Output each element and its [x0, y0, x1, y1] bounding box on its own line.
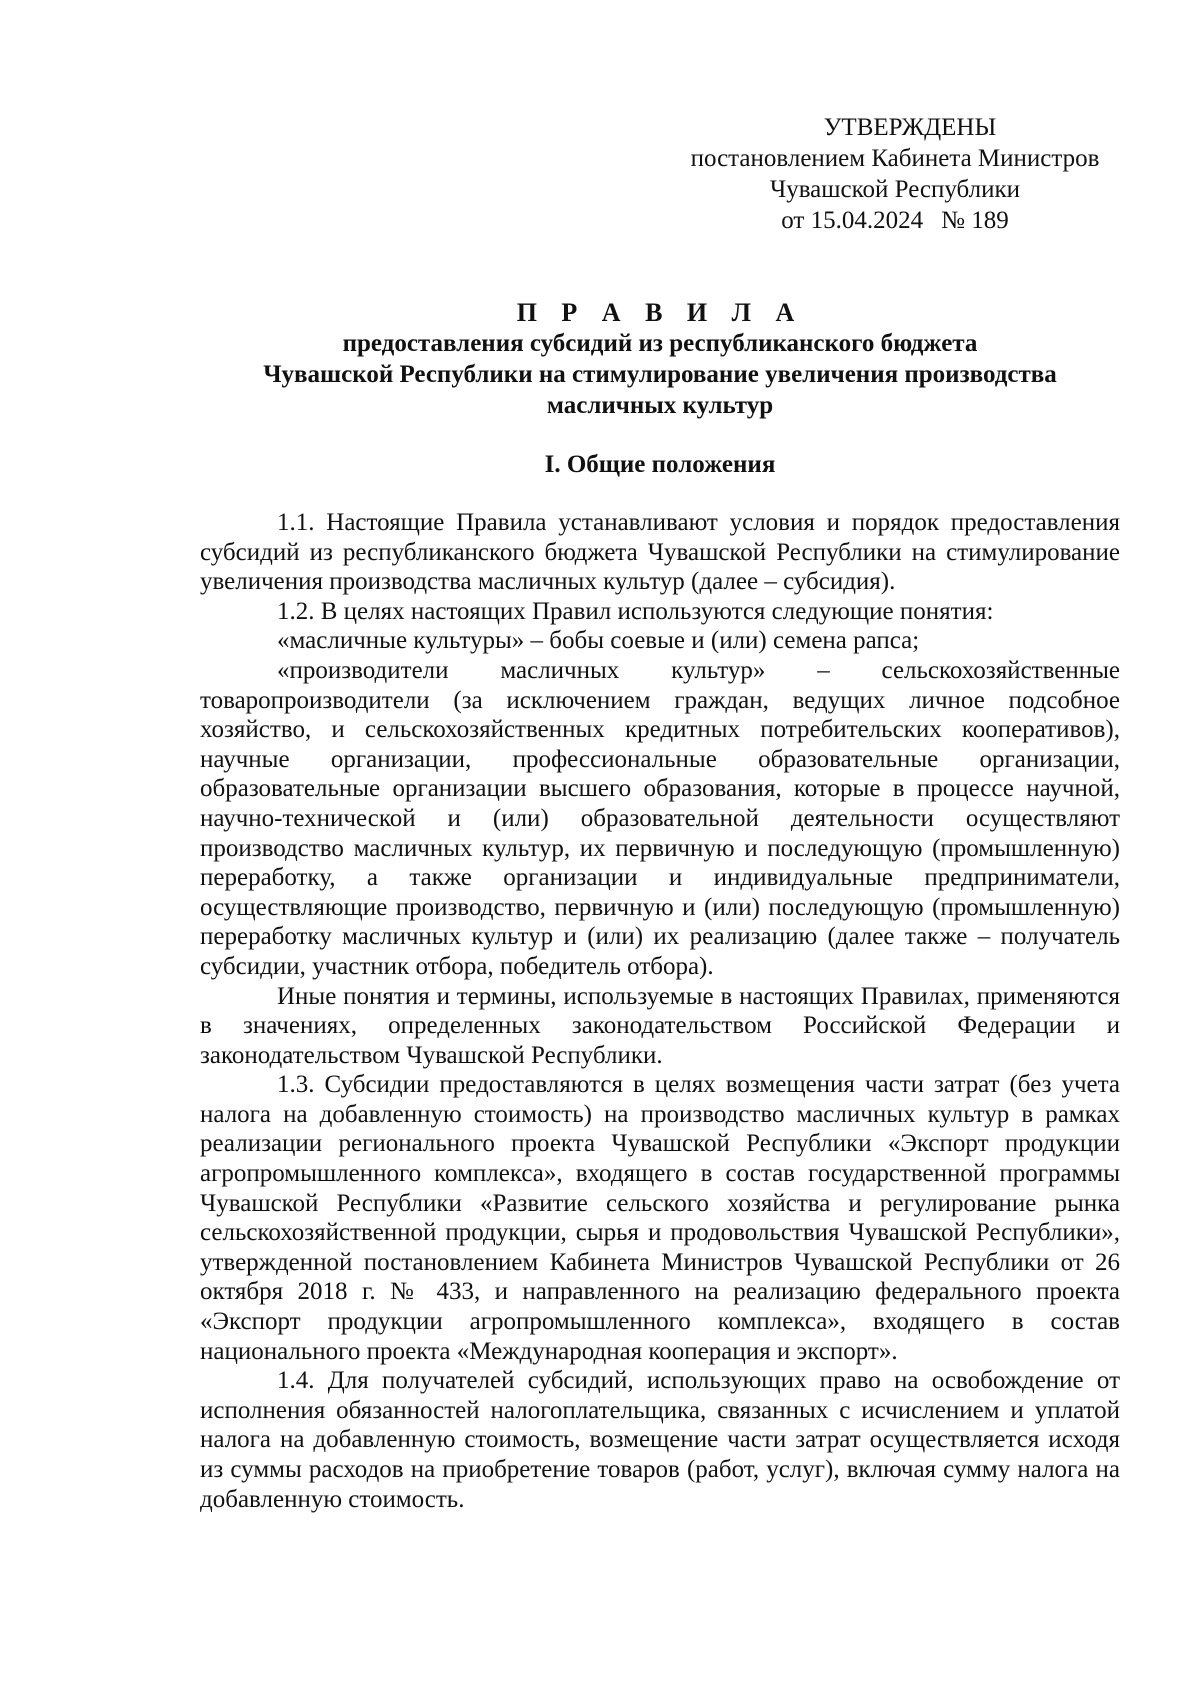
paragraph: 1.1. Настоящие Правила устанавливают условия и порядок предоставления субсидий из республиканского бюджета Чувашской Республики на стимулирование увеличения производства масличных культур (далее – субсидия). — [200, 509, 1120, 596]
title-subtitle-line-3: масличных культур — [546, 392, 774, 419]
approval-authority: постановлением Кабинета Министров — [690, 145, 1100, 172]
title-main: П Р А В И Л А — [516, 298, 804, 327]
paragraph: 1.4. Для получателей субсидий, использующих право на освобождение от исполнения обязанностей налогоплательщика, связанных с исчислением и уплатой налога на добавленную стоимость, возмещение части затрат осуществляется исходя из суммы расходов на приобретение товаров (работ, услуг), включая сумму налога на добавленную стоимость. — [200, 1367, 1120, 1513]
document-body — [200, 508, 1120, 1514]
approval-date: от 15.04.2024 — [781, 207, 924, 234]
approval-date-line — [670, 205, 1120, 236]
paragraph: Иные понятия и термины, используемые в настоящих Правилах, применяются в значениях, определенных законодательством Российской Федерации и законодательством Чувашской Республики. — [200, 982, 1120, 1069]
approval-stamp — [670, 112, 1120, 236]
approval-heading: УТВЕРЖДЕНЫ — [823, 114, 997, 141]
paragraph: 1.2. В целях настоящих Правил используются следующие понятия: — [277, 597, 994, 625]
paragraph: «производители масличных культур» – сельскохозяйственные товаропроизводители (за исключением граждан, ведущих личное подсобное хозяйство, и сельскохозяйственных кредитных потребительских кооперативов), научные организации, профессиональные образовательные организации, образовательные организации высшего образования, которые в процессе научной, научно-технической и (или) образовательной деятельности осуществляют производство масличных культур, их первичную и последующую (промышленную) переработку, а также организации и индивидуальные предприниматели, осуществляющие производство, первичную и (или) последующую (промышленную) переработку масличных культур и (или) их реализацию (далее также – получатель субсидии, участник отбора, победитель отбора). — [200, 656, 1120, 980]
section-heading: I. Общие положения — [544, 451, 776, 478]
title-subtitle-line-2: Чувашской Республики на стимулирование увеличения производства — [263, 361, 1057, 388]
title-subtitle-line-1: предоставления субсидий из республиканского бюджета — [342, 330, 978, 357]
paragraph: «масличные культуры» – бобы соевые и (или) семена рапса; — [277, 627, 920, 655]
document-title — [200, 297, 1120, 421]
paragraph: 1.3. Субсидии предоставляются в целях возмещения части затрат (без учета налога на добавленную стоимость) на производство масличных культур в рамках реализации регионального проекта Чувашской Республики «Экспорт продукции агропромышленного комплекса», входящего в состав государственной программы Чувашской Республики «Развитие сельского хозяйства и регулирование рынка сельскохозяйственной продукции, сырья и продовольствия Чувашской Республики», утвержденной постановлением Кабинета Министров Чувашской Республики от 26 октября 2018 г. № 433, и направленного на реализацию федерального проекта «Экспорт продукции агропромышленного комплекса», входящего в состав национального проекта «Международная кооперация и экспорт». — [200, 1071, 1120, 1365]
approval-region: Чувашской Республики — [769, 176, 1021, 203]
approval-number: № 189 — [941, 207, 1009, 234]
